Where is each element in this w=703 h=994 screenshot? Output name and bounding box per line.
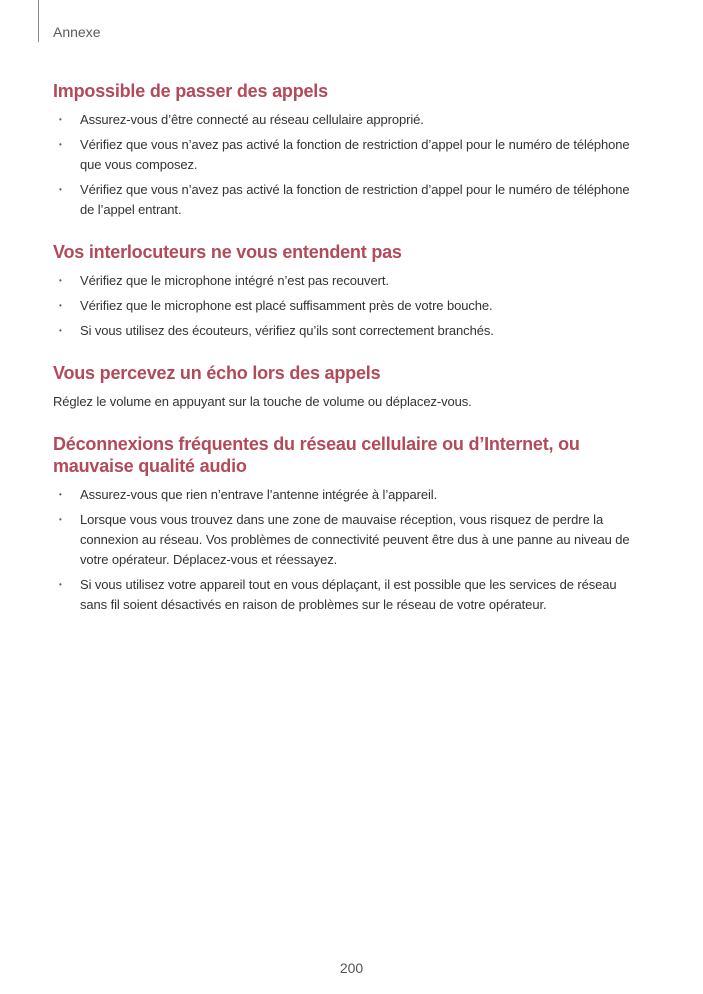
list-item: • Assurez-vous d’être connecté au réseau cellulaire approprié. — [53, 110, 643, 130]
section-title: Vos interlocuteurs ne vous entendent pas — [53, 242, 402, 262]
bullet-list — [53, 485, 643, 615]
document-content — [53, 80, 643, 636]
section-title: Impossible de passer des appels — [53, 81, 328, 101]
section-title: Vous percevez un écho lors des appels — [53, 363, 381, 383]
header-divider — [38, 0, 39, 42]
section-echo — [53, 362, 643, 412]
list-item: • Assurez-vous que rien n’entrave l’antenne intégrée à l’appareil. — [53, 485, 643, 505]
bullet-list — [53, 110, 643, 220]
section-cannot-make-calls — [53, 80, 643, 220]
list-item: • Vérifiez que vous n’avez pas activé la fonction de restriction d’appel pour le numéro de téléphone que vous composez. — [53, 135, 643, 175]
list-item: • Vérifiez que vous n’avez pas activé la fonction de restriction d’appel pour le numéro de téléphone de l’appel entrant. — [53, 180, 643, 220]
list-item: • Vérifiez que le microphone intégré n’est pas recouvert. — [53, 271, 643, 291]
list-item: • Si vous utilisez des écouteurs, vérifiez qu’ils sont correctement branchés. — [53, 321, 643, 341]
bullet-list — [53, 271, 643, 341]
section-not-heard — [53, 241, 643, 341]
section-title: Déconnexions fréquentes du réseau cellulaire ou d’Internet, ou mauvaise qualité audio — [53, 434, 580, 476]
list-item: • Si vous utilisez votre appareil tout en vous déplaçant, il est possible que les services de réseau sans fil soient désactivés en raison de problèmes sur le réseau de votre opérateur. — [53, 575, 643, 615]
list-item: • Lorsque vous vous trouvez dans une zone de mauvaise réception, vous risquez de perdre la connexion au réseau. Vos problèmes de connectivité peuvent être dus à une panne au niveau de votre opérateur. Déplacez-vous et réessayez. — [53, 510, 643, 570]
section-body: Réglez le volume en appuyant sur la touche de volume ou déplacez-vous. — [53, 394, 472, 409]
page-number: 200 — [339, 960, 364, 976]
list-item: • Vérifiez que le microphone est placé suffisamment près de votre bouche. — [53, 296, 643, 316]
section-disconnections — [53, 433, 643, 615]
section-header-label: Annexe — [53, 24, 101, 40]
